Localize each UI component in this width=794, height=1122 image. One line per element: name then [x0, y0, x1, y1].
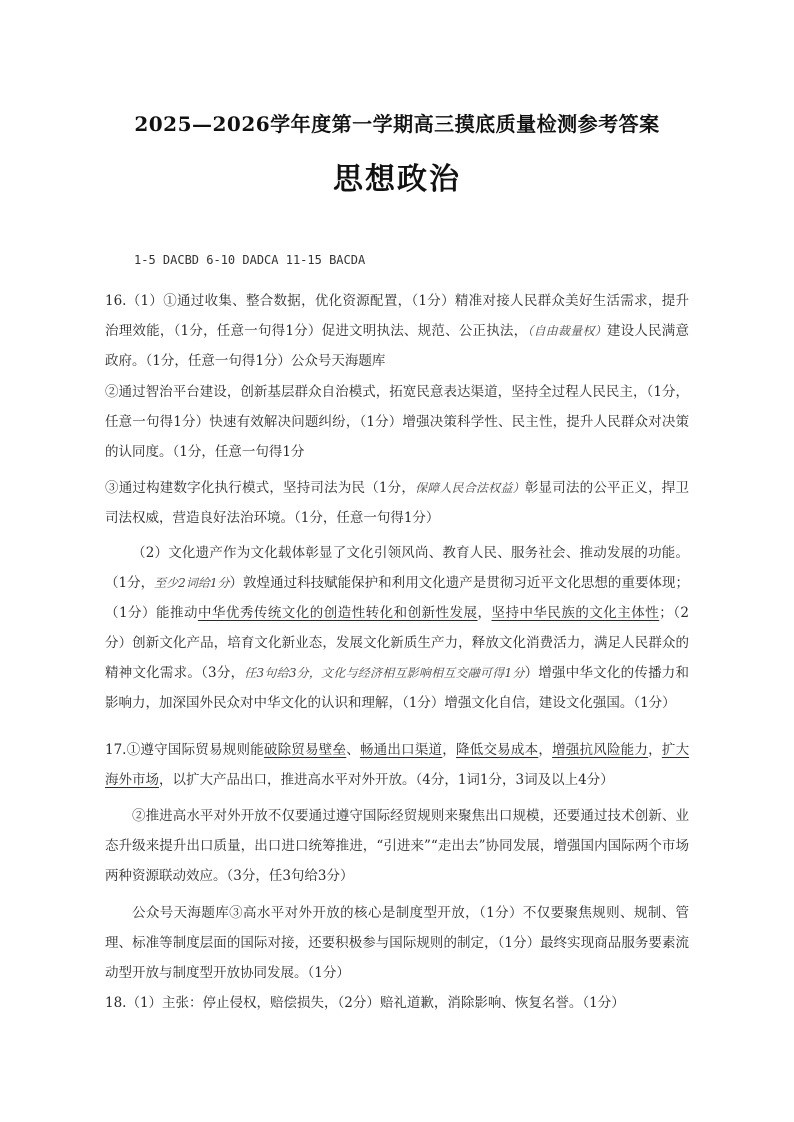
- q16-p4-note-2: 任3句给3分，文化与经济相互影响相互交融可得1分: [244, 666, 525, 680]
- q16-part1-point1: [105, 286, 689, 376]
- exam-title: 2025—2026学年度第一学期高三摸底质量检测参考答案: [134, 112, 660, 136]
- q16-p1-text-a: 16.（1）①通过收集、整合数据，优化资源配置，（1分）精准对接人民群众美好生活需求，提升治理效能，（1分，任意一句得1分）促进文明执法、规范、公正执法，: [105, 293, 689, 339]
- q16-p4-text-e: ；（2分）创新文化产品，培育文化新业态，发展文化新质生产力，释放文化消费活力，满足人民群众的精神文化需求。（3分，: [105, 605, 690, 681]
- q16-p3-text-c: 彰显司法的公平正义，捍卫司法权威，营造良好法治环境。（1分，任意一句得1分）: [105, 480, 689, 526]
- q16-p4-text-a: （2）文化遗产作为文化载体彰显了文化引领风尚、教育人民、服务社会、推动发展的功能。（1分，: [105, 545, 689, 591]
- q17-underline-2: 畅通出口渠道: [359, 742, 443, 758]
- q17-underline-3: 降低交易成本: [456, 742, 539, 758]
- q17-sep-3: ，: [538, 742, 553, 758]
- q17-sep-2: ，: [442, 742, 457, 758]
- q16-p1-note: （自由裁量权）: [527, 324, 607, 338]
- q17-underline-4: 增强抗风险能力: [552, 742, 649, 758]
- q17-p1-text-b: ，以扩大产品出口，推进高水平对外开放。（4分，1词1分，3词及以上4分）: [159, 772, 614, 788]
- q16-p4-underline-1: 中华优秀传统文化的创造性转化和创新性发展: [197, 605, 478, 621]
- q16-p4-underline-2: 坚持中华民族的文化主体性: [491, 605, 660, 621]
- q16-p1-text-c: 建设人民满意政府。（1分，任意一句得1分）公众号天海题库: [105, 323, 689, 369]
- q16-part1-point3: [105, 473, 689, 533]
- subject-title: 思想政治: [333, 162, 461, 197]
- q17-underline-1: 破除贸易壁垒: [263, 742, 347, 758]
- q18-part1: 18.（1）主张：停止侵权，赔偿损失，（2分）赔礼道歉，消除影响、恢复名誉。（1分）: [105, 995, 625, 1011]
- q17-point2: ②推进高水平对外开放不仅要通过遵守国际经贸规则来聚焦出口规模，还要通过技术创新、业态升级来提升出口质量，出口进口统筹推进，“引进来”“走出去”协同发展，增强国内国际两个市场两种资源联动效应。（3分，任3句给3分）: [105, 808, 689, 884]
- q17-p1-text-a: 17.①遵守国际贸易规则能: [105, 742, 264, 758]
- q17-point1: [105, 735, 689, 795]
- q16-p4-text-c: ）敦煌通过科技赋能保护和利用文化遗产是贯彻习近平文化思想的重要体现；（1分）能推动: [105, 575, 689, 621]
- q17-point3: 公众号天海题库③高水平对外开放的核心是制度型开放，（1分）不仅要聚焦规则、规制、管理、标准等制度层面的国际对接，还要积极参与国际规则的制定，（1分）最终实现商品服务要素流动型开放与制度型开放协同发展。（1分）: [105, 905, 689, 981]
- q16-p3-text-a: ③通过构建数字化执行模式，坚持司法为民（1分，: [105, 480, 416, 496]
- q16-part2: [105, 538, 689, 718]
- q16-p4-text-d: ，: [477, 605, 492, 621]
- q17-sep-1: 、: [346, 742, 360, 758]
- q16-p3-note: 保障人民合法权益）: [415, 481, 525, 495]
- q17-underline-5: 扩大海外市场: [105, 742, 690, 788]
- q16-p4-text-g: ）增强中华文化的传播力和影响力，加深国外民众对中华文化的认识和理解，（1分）增强文化自信，建设文化强国。（1分）: [105, 665, 690, 711]
- q16-p4-note-1: 至少2词给1分: [154, 576, 230, 590]
- choice-answers: 1-5 DACBD 6-10 DADCA 11-15 BACDA: [134, 253, 366, 267]
- q17-sep-4: ，: [648, 742, 662, 758]
- q16-part1-point2: ②通过智治平台建设，创新基层群众自治模式，拓宽民意表达渠道，坚持全过程人民民主，（1分，任意一句得1分）快速有效解决问题纠纷，（1分）增强决策科学性、民主性，提升人民群众对决策的认同度。（1分，任意一句得1分: [105, 384, 689, 460]
